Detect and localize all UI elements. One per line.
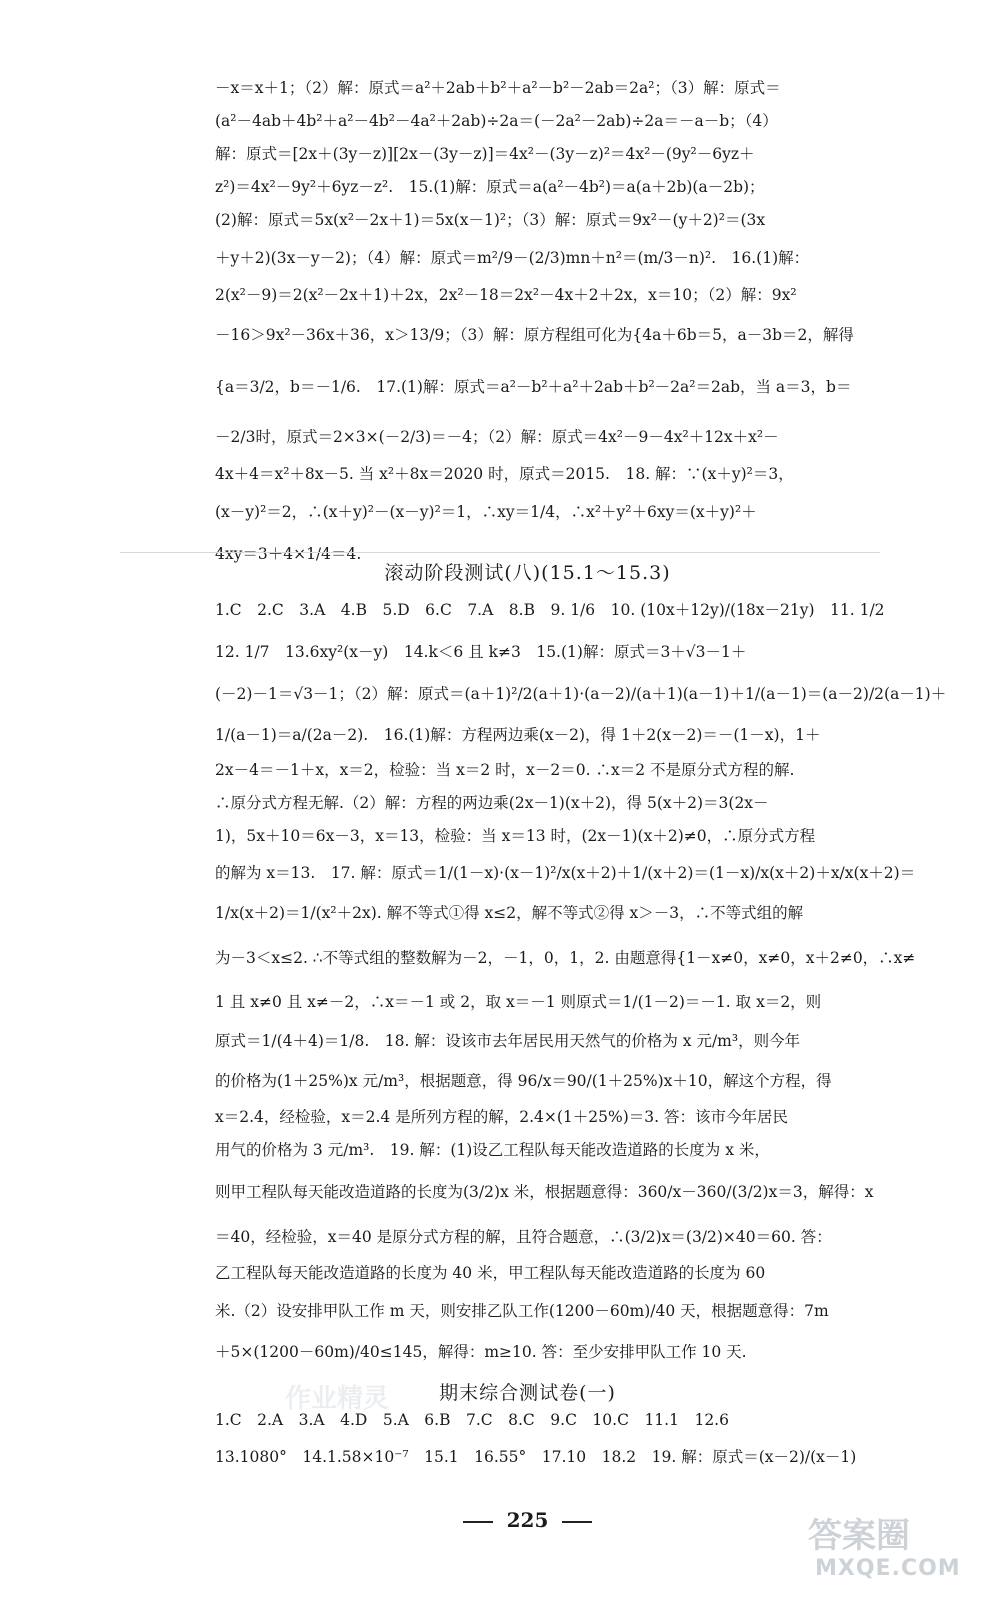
text-line: 1)，5x＋10＝6x－3，x＝13，检验：当 x＝13 时，(2x－1)(x＋2)≠0，∴原分式方程 — [215, 827, 816, 845]
text-line: (2)解：原式＝5x(x²－2x＋1)＝5x(x－1)²；（3）解：原式＝9x²－(y＋2)²＝(3x — [215, 211, 766, 229]
text-line: ＋y＋2)(3x－y－2)；（4）解：原式＝m²/9－(2/3)mn＋n²＝(m/3－n)². 16.(1)解： — [215, 249, 810, 267]
text-line: 则甲工程队每天能改造道路的长度为(3/2)x 米，根据题意得：360/x－360/(3/2)x＝3，解得：x — [215, 1183, 874, 1201]
text-line: 4xy＝3＋4×1/4＝4. — [215, 545, 362, 563]
watermark-logo: 答案圈 — [808, 1516, 910, 1556]
text-line: ＋5×(1200－60m)/40≤145，解得：m≥10. 答：至少安排甲队工作 10 天. — [215, 1343, 747, 1361]
section-heading: 期末综合测试卷(一) — [439, 1382, 616, 1404]
page-number-value: 225 — [506, 1508, 549, 1532]
text-line: 1/(a－1)＝a/(2a－2). 16.(1)解：方程两边乘(x－2)，得 1＋2(x－2)＝－(1－x)，1＋ — [215, 726, 821, 744]
text-line: {a＝3/2，b＝－1/6. 17.(1)解：原式＝a²－b²＋a²＋2ab＋b²－2a²＝2ab，当 a＝3，b＝ — [215, 378, 852, 396]
text-line: －16＞9x²－36x＋36，x＞13/9；（3）解：原方程组可化为{4a＋6b＝5，a－3b＝2，解得 — [215, 326, 854, 344]
text-line: 用气的价格为 3 元/m³. 19. 解：(1)设乙工程队每天能改造道路的长度为 x 米， — [215, 1141, 770, 1159]
text-line: ∴原分式方程无解.（2）解：方程的两边乘(2x－1)(x＋2)，得 5(x＋2)＝3(2x－ — [215, 794, 769, 812]
text-line: 的价格为(1＋25%)x 元/m³，根据题意，得 96/x＝90/(1＋25%)x＋10，解这个方程，得 — [215, 1072, 832, 1090]
text-line: 4x＋4＝x²＋8x－5. 当 x²＋8x＝2020 时，原式＝2015. 18. 解：∵(x＋y)²＝3， — [215, 465, 794, 483]
watermark-site: MXQE.COM — [815, 1556, 961, 1581]
text-line: 1.C 2.C 3.A 4.B 5.D 6.C 7.A 8.B 9. 1/6 10. (10x＋12y)/(18x－21y) 11. 1/2 — [215, 601, 885, 619]
text-line: 2(x²－9)＝2(x²－2x＋1)＋2x，2x²－18＝2x²－4x＋2＋2x，x＝10；（2）解：9x² — [215, 286, 797, 304]
text-line: 13.1080° 14.1.58×10⁻⁷ 15.1 16.55° 17.10 18.2 19. 解：原式＝(x－2)/(x－1) — [215, 1448, 857, 1466]
page-number — [215, 1508, 840, 1532]
page-number-dash — [463, 1521, 493, 1523]
text-line: (a²－4ab＋4b²＋a²－4b²－4a²＋2ab)÷2a＝(－2a²－2ab)÷2a＝－a－b；（4） — [215, 112, 778, 130]
text-line: ＝40，经检验，x＝40 是原分式方程的解，且符合题意，∴(3/2)x＝(3/2)×40＝60. 答： — [215, 1228, 832, 1246]
text-line: 原式＝1/(4＋4)＝1/8. 18. 解：设该市去年居民用天然气的价格为 x 元/m³，则今年 — [215, 1032, 801, 1050]
text-line: 乙工程队每天能改造道路的长度为 40 米，甲工程队每天能改造道路的长度为 60 — [215, 1264, 766, 1282]
text-line: x＝2.4，经检验，x＝2.4 是所列方程的解，2.4×(1＋25%)＝3. 答：该市今年居民 — [215, 1108, 788, 1126]
text-line: －x＝x＋1；（2）解：原式＝a²＋2ab＋b²＋a²－b²－2ab＝2a²；（3）解：原式＝ — [215, 79, 781, 97]
text-line: z²)＝4x²－9y²＋6yz－z². 15.(1)解：原式＝a(a²－4b²)＝a(a＋2b)(a－2b)； — [215, 178, 765, 196]
text-line: 1 且 x≠0 且 x≠－2，∴x＝－1 或 2，取 x＝－1 则原式＝1/(1－2)＝－1. 取 x＝2，则 — [215, 993, 822, 1011]
answer-block-top — [215, 72, 854, 575]
text-line: 为－3＜x≤2. ∴不等式组的整数解为－2，－1，0，1，2. 由题意得{1－x≠0，x≠0，x＋2≠0，∴x≠ — [215, 949, 916, 967]
text-line: 解：原式＝[2x＋(3y－z)][2x－(3y－z)]＝4x²－(3y－z)²＝4x²－(9y²－6yz＋ — [215, 145, 755, 163]
page-number-dash — [562, 1521, 592, 1523]
text-line: 的解为 x＝13. 17. 解：原式＝1/(1－x)·(x－1)²/x(x＋2)＋1/(x＋2)＝(1－x)/x(x＋2)＋x/x(x＋2)＝ — [215, 864, 916, 882]
text-line: (－2)－1＝√3－1；（2）解：原式＝(a＋1)²/2(a＋1)·(a－2)/(a＋1)(a－1)＋1/(a－1)＝(a－2)/2(a－1)＋ — [215, 685, 947, 703]
answer-block-middle — [215, 588, 947, 1372]
text-line: 1.C 2.A 3.A 4.D 5.A 6.B 7.C 8.C 9.C 10.C 11.1 12.6 — [215, 1411, 729, 1429]
text-line: (x－y)²＝2，∴(x＋y)²－(x－y)²＝1，∴xy＝1/4，∴x²＋y²＋6xy＝(x＋y)²＋ — [215, 503, 757, 521]
text-line: 12. 1/7 13.6xy²(x－y) 14.k＜6 且 k≠3 15.(1)解：原式＝3＋√3－1＋ — [215, 643, 747, 661]
watermark-text: 作业精灵 — [285, 1384, 390, 1414]
text-line: －2/3时，原式＝2×3×(－2/3)＝－4；（2）解：原式＝4x²－9－4x²＋12x＋x²－ — [215, 428, 779, 446]
section-heading: 滚动阶段测试(八)(15.1～15.3) — [384, 562, 671, 584]
section-divider — [120, 552, 880, 553]
text-line: 2x－4＝－1＋x，x＝2，检验：当 x＝2 时，x－2＝0. ∴x＝2 不是原分式方程的解. — [215, 761, 795, 779]
text-line: 1/x(x＋2)＝1/(x²＋2x). 解不等式①得 x≤2，解不等式②得 x＞－3，∴不等式组的解 — [215, 904, 804, 922]
text-line: 米.（2）设安排甲队工作 m 天，则安排乙队工作(1200－60m)/40 天，根据题意得：7m — [215, 1302, 829, 1320]
